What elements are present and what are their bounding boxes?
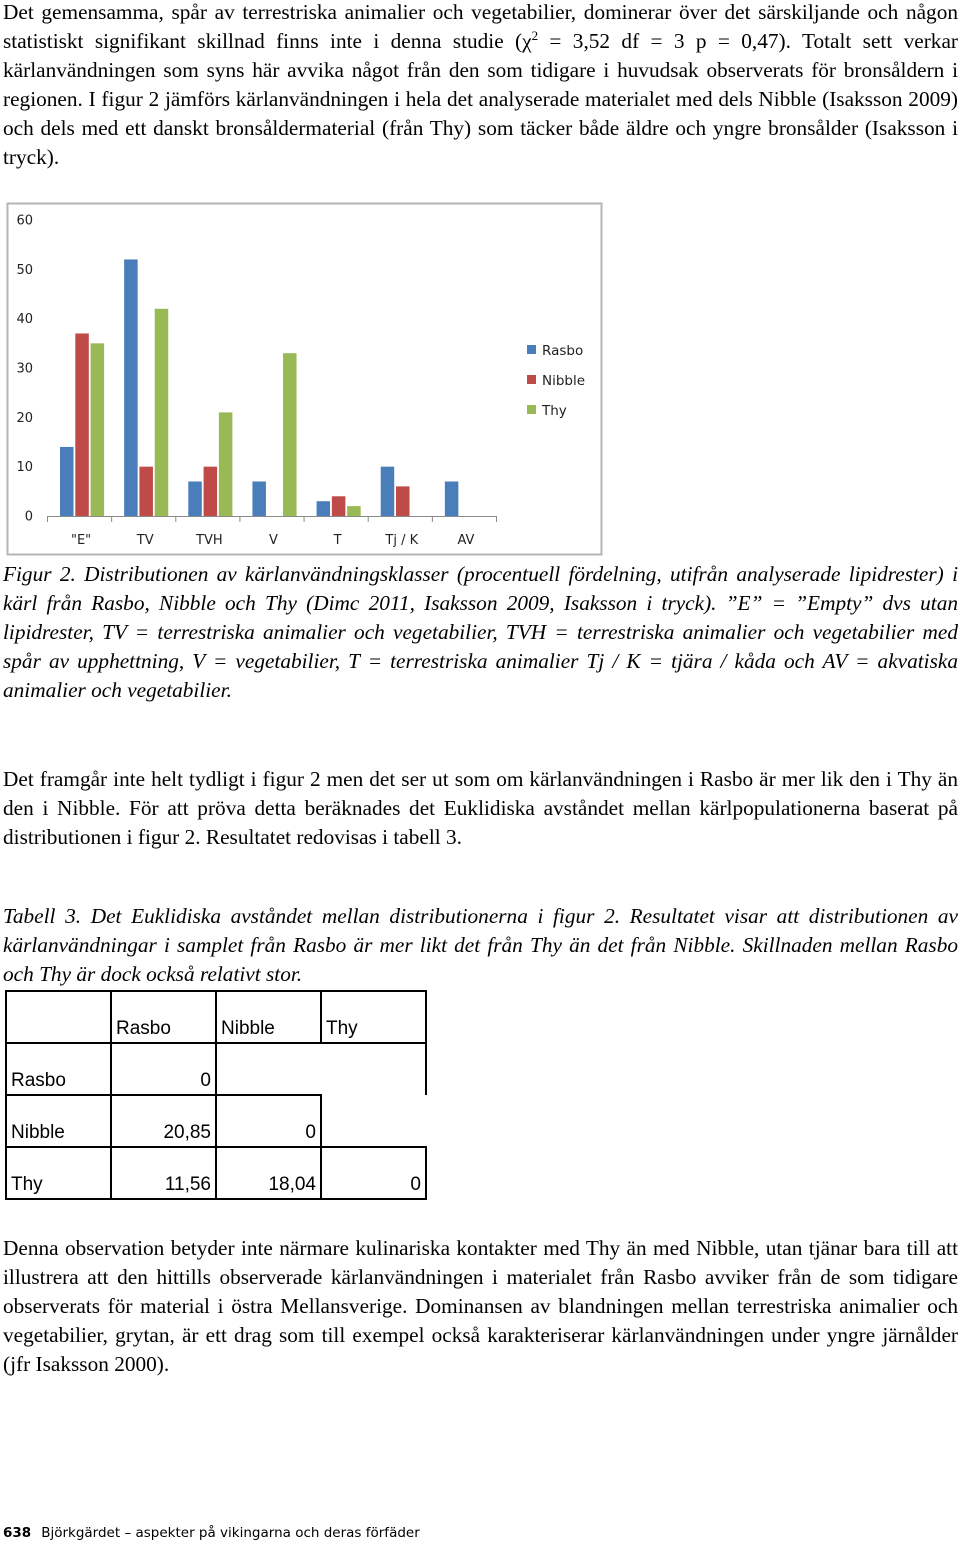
table-header-cell — [6, 991, 111, 1043]
x-tick-label: "E" — [70, 533, 92, 548]
page-number: 638 — [3, 1525, 32, 1541]
bar-nibble — [332, 496, 346, 516]
bar-nibble — [75, 333, 89, 516]
bar-rasbo — [60, 447, 74, 516]
table-header-cell: Thy — [321, 991, 426, 1043]
table-cell: 20,85 — [111, 1095, 216, 1147]
bar-nibble — [139, 467, 153, 516]
table-caption: Tabell 3. Det Euklidiska avståndet mellan distributionerna i figur 2. Resultatet visar att distributionen av kärlanvändningar i samplet från Rasbo är mer likt det från Thy än det från Nibble. Skillnaden mellan Rasbo och Thy är dock också relativt stor. — [3, 904, 958, 986]
x-tick-label: TVH — [196, 533, 223, 548]
bar-thy — [91, 343, 105, 516]
bar-nibble — [396, 486, 410, 516]
y-tick-label: 50 — [16, 262, 33, 278]
figure-2-chart — [0, 200, 604, 558]
legend-label: Thy — [542, 403, 567, 419]
x-tick-label: V — [269, 533, 278, 548]
table-cell — [216, 1043, 321, 1095]
table-cell — [321, 1095, 426, 1147]
bar-thy — [155, 309, 169, 516]
table-row — [6, 1147, 426, 1199]
bar-thy — [347, 506, 361, 516]
table-cell: 0 — [111, 1043, 216, 1095]
y-tick-label: 30 — [16, 361, 33, 377]
bar-rasbo — [381, 467, 395, 516]
running-title: Björkgärdet – aspekter på vikingarna och deras förfäder — [41, 1525, 420, 1541]
bar-chart — [0, 200, 604, 558]
x-tick-label: T — [333, 533, 342, 548]
euclidean-distance-table — [5, 990, 427, 1200]
table-header-row — [6, 991, 426, 1043]
bar-thy — [219, 412, 233, 516]
chart-svg — [0, 200, 604, 558]
table-row-label: Nibble — [6, 1095, 111, 1147]
legend-swatch-thy — [527, 405, 536, 414]
bar-thy — [283, 353, 297, 516]
bar-rasbo — [124, 259, 137, 516]
bar-nibble — [204, 467, 218, 516]
page-footer — [3, 1525, 420, 1541]
bar-rasbo — [252, 481, 266, 516]
table-cell: 0 — [321, 1147, 426, 1199]
bar-rasbo — [188, 481, 202, 516]
x-tick-label: AV — [457, 533, 475, 548]
y-tick-label: 60 — [16, 213, 33, 229]
legend-swatch-nibble — [527, 375, 536, 384]
legend-swatch-rasbo — [527, 345, 536, 354]
table-row-label: Thy — [6, 1147, 111, 1199]
body-paragraph-2: Det framgår inte helt tydligt i figur 2 men det ser ut som om kärlanvändningen i Rasbo är mer lik den i Thy än den i Nibble. För att pröva detta beräknades det Euklidiska avståndet mellan kärlpopulationerna baserat på distributionen i figur 2. Resultatet redovisas i tabell 3. — [3, 767, 958, 849]
figure-caption: Figur 2. Distributionen av kärlanvändningsklasser (procentuell fördelning, utifrån analyserade lipidrester) i kärl från Rasbo, Nibble och Thy (Dimc 2011, Isaksson 2009, Isaksson i tryck). ”E” = ”Empty” dvs utan lipidrester, TV = terrestriska animalier och vegetabilier, TVH = terrestriska animalier och vegetabilier med spår av upphettning, V = vegetabilier, T = terrestriska animalier Tj / K = tjära / kåda och AV = akvatiska animalier och vegetabilier. — [3, 562, 958, 702]
body-paragraph-3: Denna observation betyder inte närmare kulinariska kontakter med Thy än med Nibble, utan tjänar bara till att illustrera att den hittills observerade kärlanvändningen i materialet från Rasbo avviker från de som tidigare observerats för material i östra Mellansverige. Dominansen av blandningen mellan terrestriska animalier och vegetabilier, grytan, är ett drag som till exempel också karakteriserar kärlanvändningen under yngre järnålder (jfr Isaksson 2000). — [3, 1236, 958, 1376]
bar-rasbo — [317, 501, 331, 516]
bar-rasbo — [445, 481, 459, 516]
legend-label: Rasbo — [542, 343, 584, 359]
y-tick-label: 0 — [24, 509, 33, 525]
intro-paragraph — [3, 0, 958, 172]
x-tick-label: TV — [136, 533, 154, 548]
table-cell: 18,04 — [216, 1147, 321, 1199]
table-header-cell: Nibble — [216, 991, 321, 1043]
table-cell: 0 — [216, 1095, 321, 1147]
table-header-cell: Rasbo — [111, 991, 216, 1043]
table-row-label: Rasbo — [6, 1043, 111, 1095]
intro-text-b: = 3,52 df = 3 p = 0,47). Totalt sett verkar kärlanvändningen som syns här avvika något från den som tidigare i huvudsak observerats för bronsåldern i regionen. I figur 2 jämförs kärlanvändningen i hela det analyserade materialet med dels Nibble (Isaksson 2009) och dels med ett danskt bronsåldermaterial (från Thy) som täcker både äldre och yngre bronsålder (Isaksson i tryck). — [3, 29, 958, 169]
table-cell — [321, 1043, 426, 1095]
table-cell: 11,56 — [111, 1147, 216, 1199]
table-row — [6, 1043, 426, 1095]
y-tick-label: 20 — [16, 410, 33, 426]
y-tick-label: 10 — [16, 460, 33, 476]
x-tick-label: Tj / K — [385, 533, 419, 548]
legend-label: Nibble — [542, 373, 586, 389]
intro-text-a: Det gemensamma, spår av terrestriska animalier och vegetabilier, dominerar över det särskiljande och någon statistiskt signifikant skillnad finns inte i denna studie (χ — [3, 0, 958, 53]
chi-superscript: 2 — [531, 27, 539, 43]
table-row — [6, 1095, 426, 1147]
y-tick-label: 40 — [16, 312, 33, 328]
